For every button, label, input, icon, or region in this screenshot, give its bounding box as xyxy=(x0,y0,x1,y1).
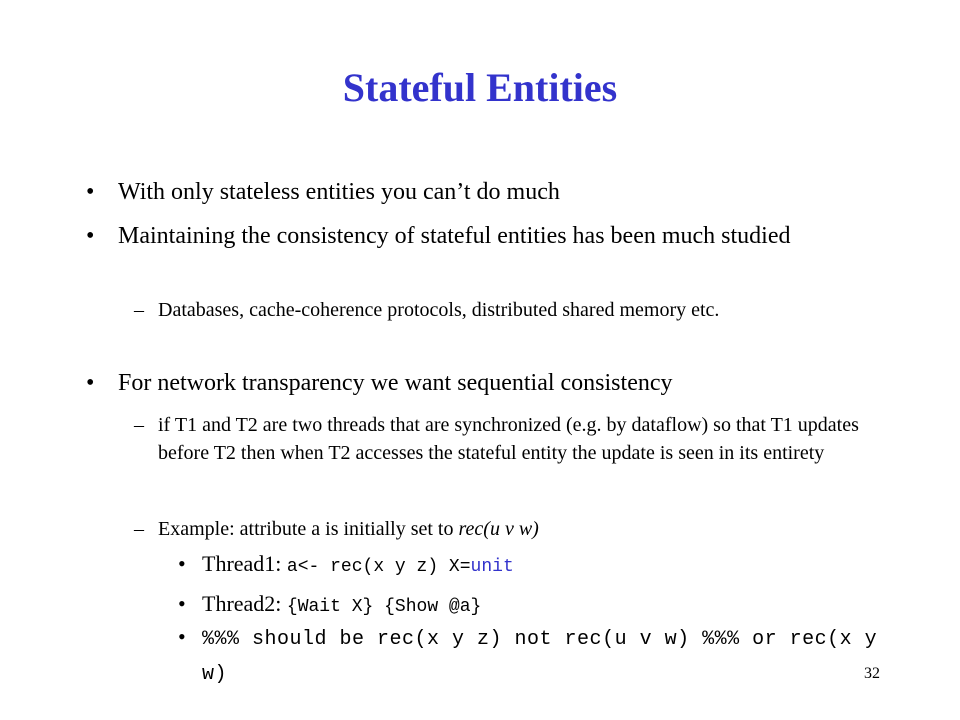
dash-marker: – xyxy=(134,518,144,540)
bullet-marker: • xyxy=(178,624,186,649)
bullet-consistency xyxy=(86,220,878,252)
bullet-text: With only stateless entities you can’t do much xyxy=(118,179,560,205)
bullet-text: Maintaining the consistency of stateful entities has been much studied xyxy=(118,223,791,249)
sub-bullet-text: if T1 and T2 are two threads that are synchronized (e.g. by dataflow) so that T1 updates before T2 then when T2 accesses the stateful entity the update is seen in its entirety xyxy=(158,414,859,464)
thread1-label: Thread1: xyxy=(202,551,287,576)
bullet-marker: • xyxy=(86,179,95,205)
comment-line xyxy=(178,621,892,691)
thread2-label: Thread2: xyxy=(202,591,287,616)
bullet-marker: • xyxy=(86,370,95,396)
comment-code: %%% should be rec(x y z) not rec(u v w) %%% or rec(x y w) xyxy=(202,628,878,686)
dash-marker: – xyxy=(134,299,144,321)
sub-bullet-threads xyxy=(134,411,878,467)
bullet-marker: • xyxy=(86,223,95,249)
thread1-line xyxy=(178,548,892,583)
sub-bullet-databases xyxy=(134,296,878,324)
thread2-code: {Wait X} {Show @a} xyxy=(286,597,482,617)
bullet-stateless xyxy=(86,176,878,208)
bullet-network-transparency xyxy=(86,367,878,399)
example-prefix: Example: attribute a is initially set to xyxy=(158,518,459,540)
thread1-code: a<- rec(x y z) X= xyxy=(286,557,471,577)
dash-marker: – xyxy=(134,414,144,436)
sub-bullet-example xyxy=(134,515,878,543)
bullet-marker: • xyxy=(178,551,186,576)
thread1-code-keyword: unit xyxy=(470,557,514,577)
bullet-text: For network transparency we want sequential consistency xyxy=(118,370,673,396)
slide-title: Stateful Entities xyxy=(342,65,618,110)
page-number: 32 xyxy=(864,665,880,682)
sub-bullet-text: Databases, cache-coherence protocols, distributed shared memory etc. xyxy=(158,299,720,321)
thread2-line xyxy=(178,588,892,623)
example-record: rec(u v w) xyxy=(458,518,539,540)
bullet-marker: • xyxy=(178,591,186,616)
